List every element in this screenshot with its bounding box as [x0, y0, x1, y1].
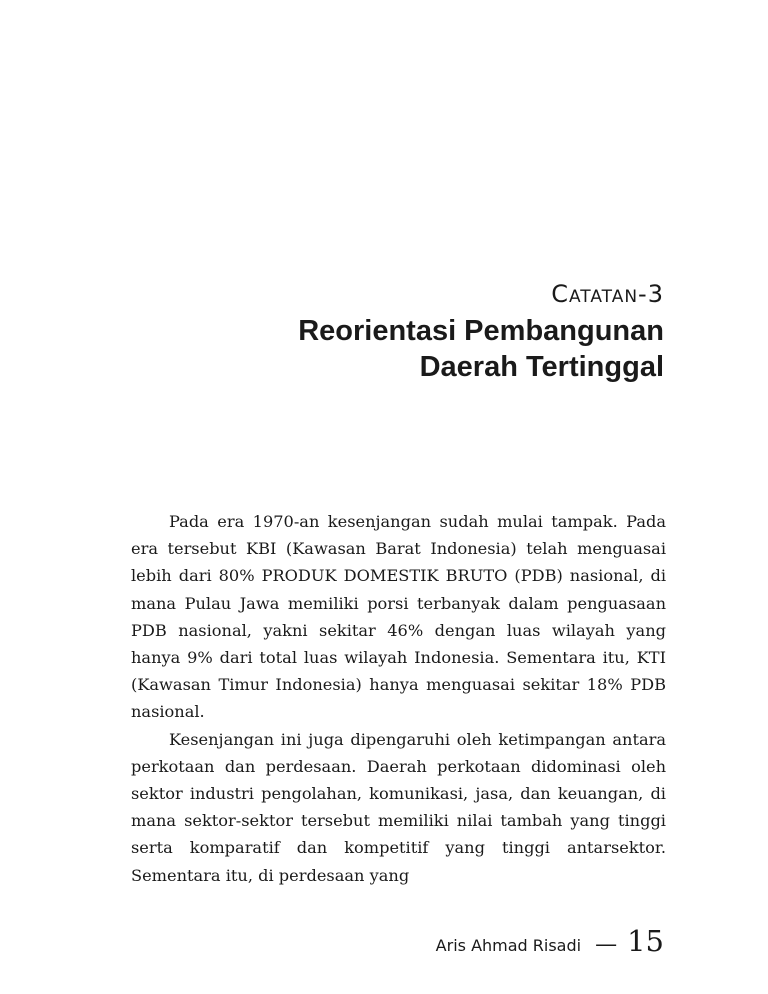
- chapter-label: Catatan-3: [551, 280, 664, 308]
- chapter-title: [298, 313, 664, 385]
- page-footer: [436, 924, 664, 958]
- footer-author: Aris Ahmad Risadi: [435, 936, 582, 955]
- footer-dash: —: [595, 932, 618, 957]
- paragraph-1: Pada era 1970-an kesenjangan sudah mulai tampak. Pada era tersebut KBI (Kawasan Barat Indonesia) telah menguasai lebih dari 80% PRODUK DOMESTIK BRUTO (PDB) nasional, di mana Pulau Jawa memiliki porsi terbanyak dalam penguasaan PDB nasional, yakni sekitar 46% dengan luas wilayah yang hanya 9% dari total luas wilayah Indonesia. Sementara itu, KTI (Kawasan Timur Indonesia) hanya menguasai sekitar 18% PDB nasional.: [131, 512, 666, 722]
- paragraph-2: Kesenjangan ini juga dipengaruhi oleh ketimpangan antara perkotaan dan perdesaan. Daerah perkotaan didominasi oleh sektor industri pengolahan, komunikasi, jasa, dan keuangan, di mana sektor-sektor tersebut memiliki nilai tambah yang tinggi serta komparatif dan kompetitif yang tinggi antarsektor. Sementara itu, di perdesaan yang: [131, 729, 666, 885]
- chapter-title-line-2: Daerah Tertinggal: [419, 351, 664, 383]
- body-text: [131, 508, 666, 889]
- chapter-title-line-1: Reorientasi Pembangunan: [298, 315, 664, 347]
- page-number: 15: [627, 924, 664, 958]
